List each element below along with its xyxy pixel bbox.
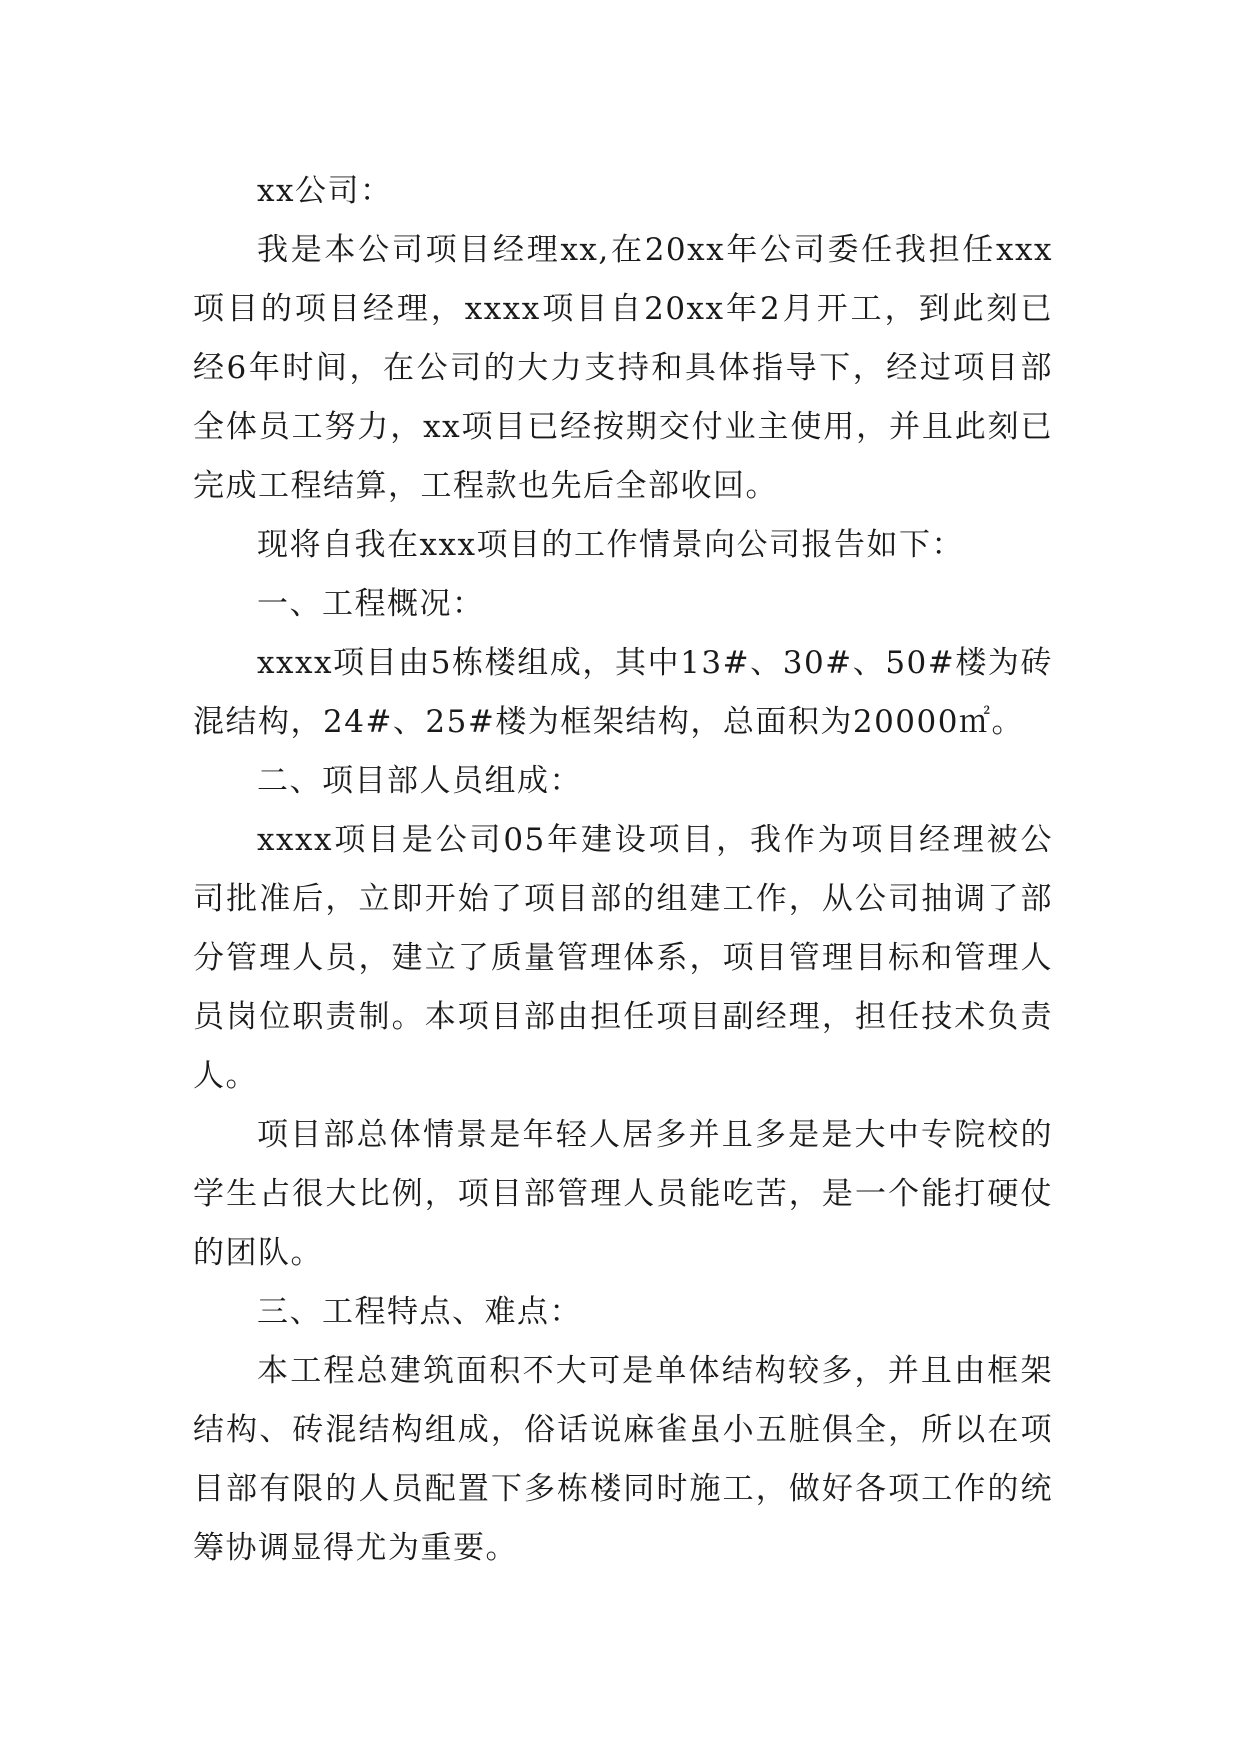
report-lead-paragraph: 现将自我在xxx项目的工作情景向公司报告如下： [257,527,964,563]
team-paragraph: 项目部总体情景是年轻人居多并且多是是大中专院校的学生占很大比例，项目部管理人员能吃苦，是一个能打硬仗的团队。 [193,1117,1053,1271]
salutation: xx公司： [257,173,393,209]
intro-paragraph: 我是本公司项目经理xx,在20xx年公司委任我担任xxx项目的项目经理，xxxx项目自20xx年2月开工，到此刻已经6年时间，在公司的大力支持和具体指导下，经过项目部全体员工努力，xx项目已经按期交付业主使用，并且此刻已完成工程结算，工程款也先后全部收回。 [193,232,1053,504]
document-body [193,162,1053,1578]
overview-paragraph: xxxx项目由5栋楼组成，其中13#、30#、50#楼为砖混结构，24#、25#楼为框架结构，总面积为20000㎡。 [193,645,1053,740]
section-heading-staff: 二、项目部人员组成： [257,763,582,799]
section-heading-overview: 一、工程概况： [257,586,485,622]
features-paragraph: 本工程总建筑面积不大可是单体结构较多，并且由框架结构、砖混结构组成，俗话说麻雀虽小五脏俱全，所以在项目部有限的人员配置下多栋楼同时施工，做好各项工作的统筹协调显得尤为重要。 [193,1353,1053,1566]
section-heading-features: 三、工程特点、难点： [257,1294,582,1330]
staff-paragraph: xxxx项目是公司05年建设项目，我作为项目经理被公司批准后，立即开始了项目部的组建工作，从公司抽调了部分管理人员，建立了质量管理体系，项目管理目标和管理人员岗位职责制。本项目部由担任项目副经理，担任技术负责人。 [193,822,1053,1094]
